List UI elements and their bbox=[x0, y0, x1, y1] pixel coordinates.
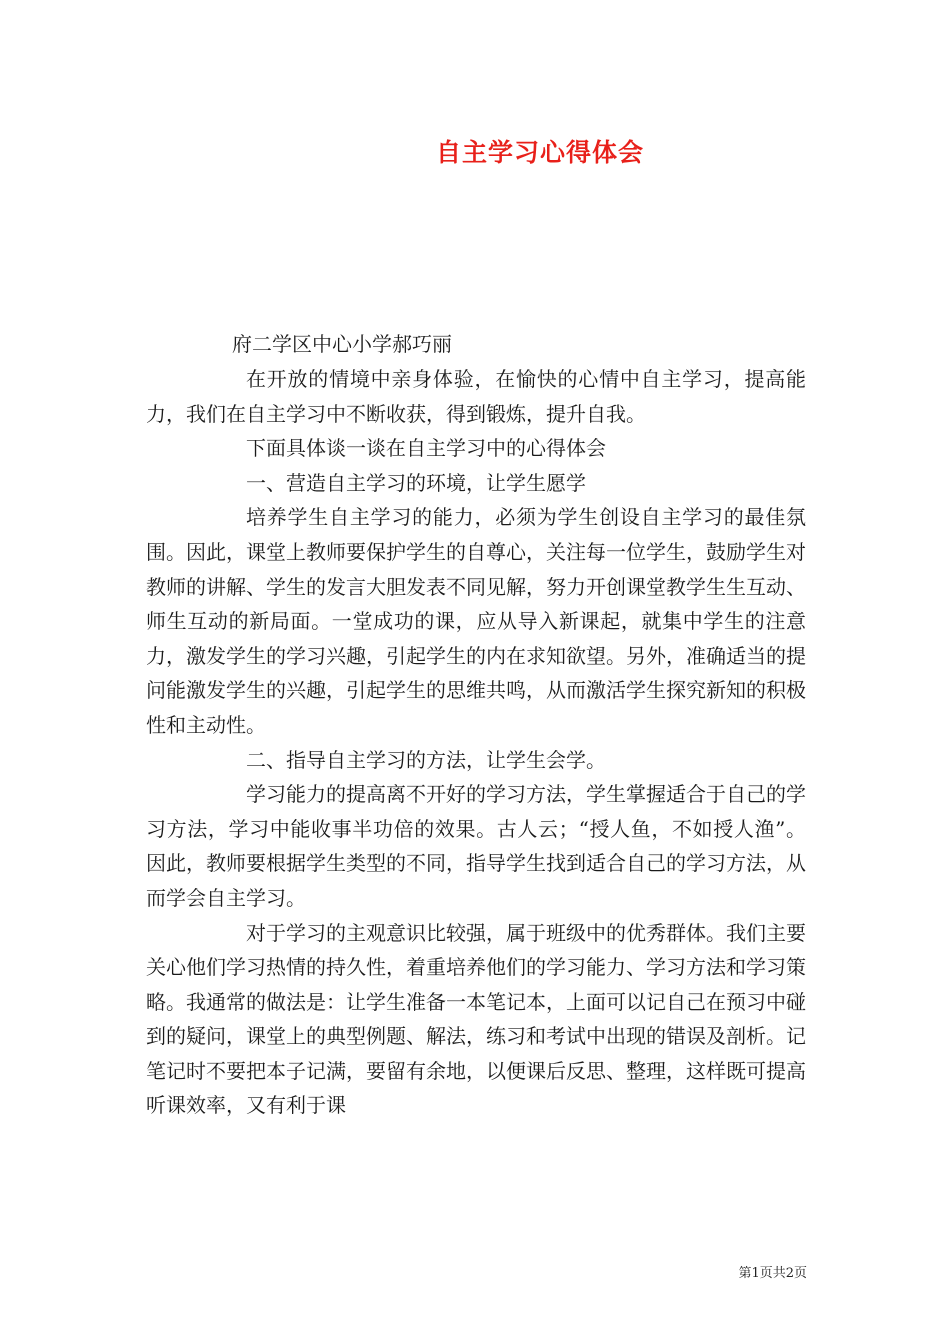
paragraph: 在开放的情境中亲身体验，在愉快的心情中自主学习，提高能力，我们在自主学习中不断收获，得到锻炼，提升自我。 bbox=[146, 367, 806, 426]
page-number: 第1页共2页 bbox=[738, 1266, 807, 1281]
document-body bbox=[146, 362, 806, 1123]
paragraph: 下面具体谈一谈在自主学习中的心得体会 bbox=[246, 436, 606, 461]
author-line: 府二学区中心小学郝巧丽 bbox=[232, 332, 452, 356]
document-title: 自主学习心得体会 bbox=[435, 138, 644, 167]
section-heading: 一、营造自主学习的环境，让学生愿学 bbox=[246, 470, 586, 495]
paragraph: 培养学生自主学习的能力，必须为学生创设自主学习的最佳氛围。因此，课堂上教师要保护学生的自尊心，关注每一位学生，鼓励学生对教师的讲解、学生的发言大胆发表不同见解，努力开创课堂教学生生互动、师生互动的新局面。一堂成功的课，应从导入新课起，就集中学生的注意力，激发学生的学习兴趣，引起学生的内在求知欲望。另外，准确适当的提问能激发学生的兴趣，引起学生的思维共鸣，从而激活学生探究新知的积极性和主动性。 bbox=[146, 505, 806, 737]
paragraph: 对于学习的主观意识比较强，属于班级中的优秀群体。我们主要关心他们学习热情的持久性，着重培养他们的学习能力、学习方法和学习策略。我通常的做法是：让学生准备一本笔记本，上面可以记自己在预习中碰到的疑问，课堂上的典型例题、解法，练习和考试中出现的错误及剖析。记笔记时不要把本子记满，要留有余地，以便课后反思、整理，这样既可提高听课效率，又有利于课 bbox=[146, 920, 806, 1118]
paragraph: 学习能力的提高离不开好的学习方法，学生掌握适合于自己的学习方法，学习中能收事半功倍的效果。古人云；“授人鱼，不如授人渔”。因此，教师要根据学生类型的不同，指导学生找到适合自己的学习方法，从而学会自主学习。 bbox=[146, 782, 806, 910]
section-heading: 二、指导自主学习的方法，让学生会学。 bbox=[246, 747, 606, 772]
